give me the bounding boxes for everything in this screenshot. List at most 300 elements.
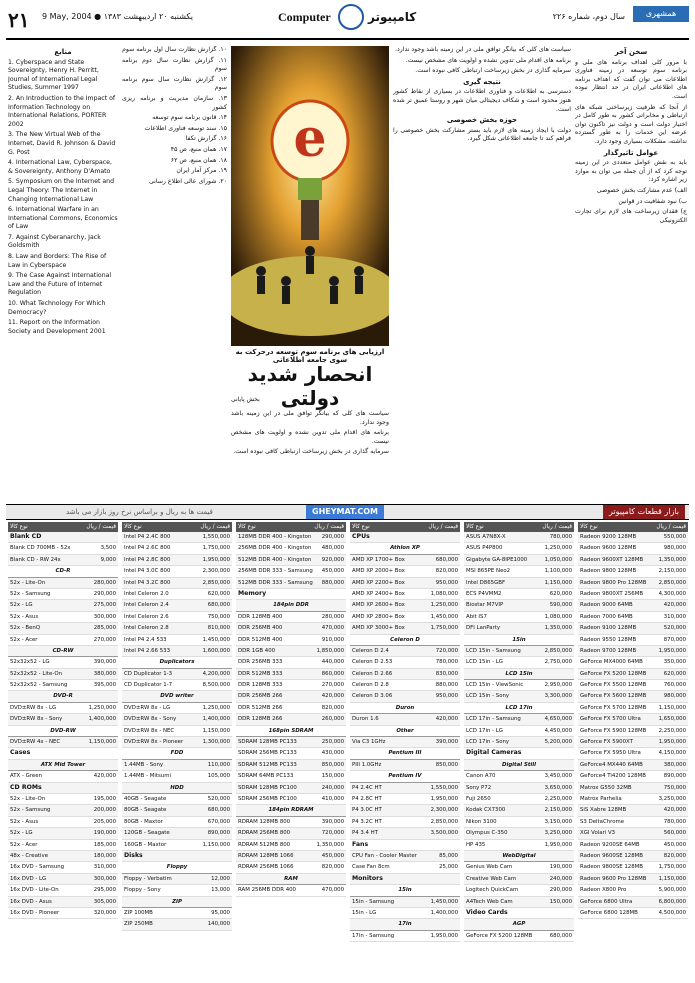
item-name: Radeon 9000 64MB bbox=[580, 602, 633, 609]
price-row bbox=[122, 919, 232, 930]
item-price: 850,000 bbox=[435, 761, 458, 768]
item-name: DVD±RW 8x - Sony bbox=[10, 716, 63, 723]
price-section-heading bbox=[464, 919, 574, 930]
item-name: SDRAM 128MB PC133 bbox=[238, 739, 297, 746]
item-price: 5,200,000 bbox=[544, 739, 572, 746]
item-price: 820,000 bbox=[435, 568, 458, 575]
item-name: Case Fan 8cm bbox=[352, 864, 390, 871]
item-name: Radeon 9100 128MB bbox=[580, 625, 637, 632]
reference-item: 11. Report on the Information Society and Development 2001 bbox=[8, 319, 106, 335]
price-section-heading bbox=[350, 532, 460, 543]
price-section-heading bbox=[236, 805, 346, 816]
price-row bbox=[8, 589, 118, 600]
price-row bbox=[464, 623, 574, 634]
item-price: 285,000 bbox=[93, 625, 116, 632]
price-row bbox=[578, 589, 688, 600]
item-name: Radeon 9800XT 256MB bbox=[580, 590, 644, 597]
price-row bbox=[578, 805, 688, 816]
item-price: 1,250,000 bbox=[430, 602, 458, 609]
item-name: LCD 17in - Samsung bbox=[466, 716, 521, 723]
item-price: 1,100,000 bbox=[544, 568, 572, 575]
price-row bbox=[122, 669, 232, 680]
price-row bbox=[578, 897, 688, 908]
reference-item: 2. An Introduction to the Impact of Information Technology on International Relations, PORTER 2002 bbox=[8, 94, 116, 128]
item-header-label: نوع کالا bbox=[10, 524, 28, 530]
item-name: Floppy bbox=[166, 864, 188, 871]
price-row bbox=[122, 578, 232, 589]
item-name: 120GB - Seagate bbox=[124, 830, 170, 837]
price-row bbox=[122, 726, 232, 737]
item-price: 2,250,000 bbox=[658, 727, 686, 734]
item-name: P4 2.4C HT bbox=[352, 784, 382, 791]
item-name: RDRAM 512MB 800 bbox=[238, 841, 291, 848]
item-price: 3,250,000 bbox=[658, 795, 686, 802]
price-row bbox=[578, 566, 688, 577]
item-name: 16x DVD - LG bbox=[10, 875, 47, 882]
item-price: 420,000 bbox=[663, 807, 686, 814]
item-price: 820,000 bbox=[321, 704, 344, 711]
price-section-heading bbox=[350, 874, 460, 885]
price-section-heading bbox=[464, 748, 574, 759]
lightbulb-illustration bbox=[231, 46, 389, 346]
item-name: 80GB - Maxtor bbox=[124, 818, 163, 825]
price-row bbox=[8, 874, 118, 885]
price-row bbox=[578, 840, 688, 851]
item-header-label: نوع کالا bbox=[238, 524, 256, 530]
market-title: بازار قطعات کامپیوتر bbox=[603, 505, 685, 519]
item-price: 1,550,000 bbox=[202, 534, 230, 540]
footnotes-col bbox=[122, 46, 227, 502]
price-row bbox=[350, 691, 460, 702]
price-row bbox=[464, 897, 574, 908]
date-en: 9 May, 2004 ● یکشنبه ۲۰ اردیبهشت ۱۳۸۳ bbox=[42, 12, 193, 21]
price-section-heading bbox=[122, 851, 232, 862]
price-header-label: قیمت / ریال bbox=[314, 524, 344, 530]
price-row bbox=[122, 828, 232, 839]
item-name: Abit IS7 bbox=[466, 613, 487, 620]
item-name: Intel P4 3.0C 800 bbox=[124, 568, 171, 575]
price-row bbox=[236, 578, 346, 589]
article-col-1 bbox=[575, 46, 687, 502]
paragraph: ۱۶. گزارش تکفا bbox=[185, 135, 227, 143]
price-section-heading bbox=[122, 691, 232, 702]
item-name: Via C3 1GHz bbox=[352, 739, 386, 746]
price-row bbox=[122, 612, 232, 623]
price-row bbox=[350, 714, 460, 725]
item-price: 2,850,000 bbox=[544, 647, 572, 654]
item-price: 850,000 bbox=[321, 761, 344, 768]
item-name: 52x - Asus bbox=[10, 818, 39, 825]
item-price: 470,000 bbox=[321, 625, 344, 632]
item-name: Intel P4 2.4 533 bbox=[124, 636, 167, 643]
price-row bbox=[578, 691, 688, 702]
price-row bbox=[578, 828, 688, 839]
price-section-heading bbox=[350, 771, 460, 782]
price-row bbox=[350, 680, 460, 691]
price-row bbox=[8, 897, 118, 908]
item-name: AMD XP 2200+ Box bbox=[352, 579, 405, 586]
item-name: DDR 1GB 400 bbox=[238, 647, 276, 654]
price-row bbox=[464, 566, 574, 577]
item-name: 52x32x52 - Samsung bbox=[10, 682, 68, 689]
item-name: 15in - Samsung bbox=[352, 898, 395, 905]
item-name: Blank CD - RW 24x bbox=[10, 556, 61, 563]
price-section-heading bbox=[350, 543, 460, 554]
paragraph: برنامه های اقدام ملی تدوین نشده و اولویت های مشخص نیست. bbox=[405, 56, 571, 64]
price-row bbox=[236, 680, 346, 691]
price-header-label: قیمت / ریال bbox=[656, 524, 686, 530]
item-name: Radeon 9800SE 128MB bbox=[580, 864, 643, 871]
item-price: 1,450,000 bbox=[430, 898, 458, 905]
item-name: 52x - Samsung bbox=[10, 807, 51, 814]
item-name: P4 3.2C HT bbox=[352, 818, 382, 825]
price-row bbox=[122, 714, 232, 725]
price-row bbox=[236, 532, 346, 543]
price-section-heading bbox=[122, 862, 232, 873]
item-name: HDD bbox=[170, 784, 184, 791]
item-price: 680,000 bbox=[549, 932, 572, 939]
item-name: CPU Fan - Cooler Master bbox=[352, 852, 417, 859]
item-price: 450,000 bbox=[321, 852, 344, 859]
paragraph: ۱۵. سند توسعه فناوری اطلاعات bbox=[144, 124, 227, 132]
item-price: 560,000 bbox=[663, 830, 686, 837]
item-name: AMD XP 2400+ Box bbox=[352, 590, 405, 597]
price-row bbox=[464, 828, 574, 839]
section-title-fa: کامپیوتر bbox=[368, 10, 417, 24]
item-name: HP 435 bbox=[466, 841, 486, 848]
price-row bbox=[350, 897, 460, 908]
price-row bbox=[122, 737, 232, 748]
price-column bbox=[350, 522, 460, 978]
price-row bbox=[464, 543, 574, 554]
item-name: Matrox Parhelia bbox=[580, 795, 622, 802]
item-name: ZIP 100MB bbox=[124, 909, 153, 916]
price-row bbox=[464, 578, 574, 589]
price-row bbox=[8, 794, 118, 805]
item-name: DDR 128MB 266 bbox=[238, 716, 283, 723]
item-name: Floppy - Sony bbox=[124, 887, 161, 894]
item-header-label: نوع کالا bbox=[466, 524, 484, 530]
price-row bbox=[350, 862, 460, 873]
price-section-heading bbox=[8, 691, 118, 702]
header-rule bbox=[6, 38, 689, 40]
item-name: Disks bbox=[124, 851, 143, 859]
price-row bbox=[464, 726, 574, 737]
price-row bbox=[578, 543, 688, 554]
item-name: CD Duplicator 1-7 bbox=[124, 682, 173, 689]
price-row bbox=[122, 680, 232, 691]
item-name: DDR 256MB 333 bbox=[238, 659, 283, 666]
item-name: AMD XP 2600+ Box bbox=[352, 602, 405, 609]
section-title-en: Computer bbox=[278, 10, 331, 24]
item-price: 1,400,000 bbox=[430, 909, 458, 916]
item-name: GeForce4 Ti4200 128MB bbox=[580, 773, 646, 780]
price-row bbox=[578, 578, 688, 589]
item-name: Radeon 9600 128MB bbox=[580, 545, 637, 552]
item-name: PIII 1.0GHz bbox=[352, 761, 382, 768]
item-name: 52x - Acer bbox=[10, 636, 38, 643]
item-name: A4Tech Web Cam bbox=[466, 898, 513, 905]
price-section-heading bbox=[350, 703, 460, 714]
price-row bbox=[236, 760, 346, 771]
price-row bbox=[8, 612, 118, 623]
price-row bbox=[8, 828, 118, 839]
paragraph: عوامل تاثیرگذار bbox=[603, 148, 659, 157]
item-name: Digital Still bbox=[502, 761, 536, 768]
item-price: 910,000 bbox=[321, 636, 344, 643]
item-name: Celeron D 2.4 bbox=[352, 647, 389, 654]
price-row bbox=[8, 555, 118, 566]
price-section-heading bbox=[122, 897, 232, 908]
paragraph: سرمایه گذاری در بخش زیرساخت ارتباطی کافی نبوده است. bbox=[233, 448, 389, 456]
price-row bbox=[578, 703, 688, 714]
price-row bbox=[578, 885, 688, 896]
price-section-heading bbox=[464, 703, 574, 714]
item-name: Duron bbox=[395, 704, 415, 711]
item-name: ATX - Green bbox=[10, 773, 42, 780]
banner-note: قیمت ها به ریال و براساس نرخ روز بازار می باشد bbox=[66, 508, 213, 516]
paragraph: ۱۸. همان منبع، ص ۶۲ bbox=[170, 156, 227, 164]
item-name: Intel Celeron 2.4 bbox=[124, 602, 169, 609]
item-name: Sony P72 bbox=[466, 784, 492, 791]
item-price: 2,850,000 bbox=[658, 579, 686, 586]
price-row bbox=[464, 874, 574, 885]
price-row bbox=[122, 908, 232, 919]
item-price: 420,000 bbox=[663, 602, 686, 609]
item-price: 25,000 bbox=[439, 864, 458, 871]
price-row bbox=[236, 714, 346, 725]
price-row bbox=[236, 737, 346, 748]
item-name: ZIP 250MB bbox=[124, 921, 153, 928]
paragraph: ۲۰. شورای عالی اطلاع رسانی bbox=[148, 177, 227, 185]
item-name: 184pin RDRAM bbox=[268, 807, 314, 814]
price-row bbox=[350, 600, 460, 611]
item-price: 3,500,000 bbox=[430, 830, 458, 837]
price-row bbox=[578, 612, 688, 623]
item-price: 870,000 bbox=[663, 636, 686, 643]
item-price: 590,000 bbox=[549, 602, 572, 609]
item-name: Radeon 9550 128MB bbox=[580, 636, 637, 643]
item-name: Intel Celeron 2.6 bbox=[124, 613, 169, 620]
item-price: 3,250,000 bbox=[544, 830, 572, 837]
item-name: DDR 512MB 400 bbox=[238, 636, 283, 643]
references-col bbox=[8, 46, 118, 502]
item-name: 256MB DDR 400 - Kingston bbox=[238, 545, 312, 552]
item-name: Blank CD 700MB - 52x bbox=[10, 545, 71, 552]
price-row bbox=[236, 703, 346, 714]
price-row bbox=[578, 908, 688, 919]
item-price: 1,150,000 bbox=[544, 579, 572, 586]
item-name: Radeon 7000 64MB bbox=[580, 613, 633, 620]
price-row bbox=[578, 680, 688, 691]
price-row bbox=[578, 794, 688, 805]
item-name: Radeon X800 Pro bbox=[580, 887, 627, 894]
item-price: 390,000 bbox=[435, 739, 458, 746]
item-name: CD-RW bbox=[52, 647, 74, 654]
item-price: 720,000 bbox=[321, 830, 344, 837]
article-byline: بخش پایانی bbox=[231, 396, 260, 403]
item-price: 1,450,000 bbox=[430, 613, 458, 620]
price-row bbox=[236, 840, 346, 851]
item-name: DVD±RW 8x - LG bbox=[124, 704, 171, 711]
item-price: 2,300,000 bbox=[430, 807, 458, 814]
price-row bbox=[236, 771, 346, 782]
item-name: Other bbox=[396, 727, 414, 734]
price-row bbox=[122, 543, 232, 554]
item-price: 240,000 bbox=[321, 784, 344, 791]
item-price: 1,850,000 bbox=[316, 647, 344, 654]
page-header bbox=[6, 4, 689, 42]
price-row bbox=[236, 817, 346, 828]
item-price: 3,650,000 bbox=[544, 784, 572, 791]
item-price: 410,000 bbox=[321, 795, 344, 802]
item-name: Fuji 2650 bbox=[466, 795, 491, 802]
price-section-heading bbox=[464, 908, 574, 919]
price-section-heading bbox=[350, 840, 460, 851]
item-price: 3,500 bbox=[100, 545, 116, 552]
item-name: ZIP bbox=[172, 898, 182, 905]
price-header-label: قیمت / ریال bbox=[542, 524, 572, 530]
price-row bbox=[578, 714, 688, 725]
item-price: 295,000 bbox=[93, 887, 116, 894]
item-name: DDR 256MB 266 bbox=[238, 693, 283, 700]
paragraph: نتیجه گیری bbox=[463, 77, 501, 86]
item-price: 3,300,000 bbox=[544, 693, 572, 700]
price-section-heading bbox=[350, 748, 460, 759]
item-name: Olympus C-350 bbox=[466, 830, 508, 837]
item-name: 512MB DDR 333 - Samsung bbox=[238, 579, 313, 586]
price-row bbox=[122, 817, 232, 828]
item-name: DVD±RW 8x - NEC bbox=[124, 727, 175, 734]
item-price: 620,000 bbox=[549, 590, 572, 597]
item-price: 280,000 bbox=[93, 579, 116, 586]
item-name: 15in bbox=[512, 636, 526, 643]
item-price: 2,850,000 bbox=[430, 818, 458, 825]
price-row bbox=[578, 748, 688, 759]
price-row bbox=[350, 828, 460, 839]
item-price: 2,950,000 bbox=[544, 682, 572, 689]
item-name: Celeron D 2.53 bbox=[352, 659, 393, 666]
price-row bbox=[578, 555, 688, 566]
paragraph: سخن آخر bbox=[614, 48, 648, 56]
item-name: LCD 15in - Sony bbox=[466, 693, 510, 700]
paragraph: باید به نقش عوامل متعددی در این زمینه توجه کرد که از آن جمله می توان به موارد زیر اشاره کرد: bbox=[575, 159, 687, 184]
item-price: 1,250,000 bbox=[202, 704, 230, 711]
item-price: 1,150,000 bbox=[202, 727, 230, 734]
price-row bbox=[236, 851, 346, 862]
price-row bbox=[464, 600, 574, 611]
item-name: 15in bbox=[398, 887, 412, 894]
item-price: 2,750,000 bbox=[544, 659, 572, 666]
price-row bbox=[8, 714, 118, 725]
price-section-heading bbox=[236, 600, 346, 611]
item-price: 620,000 bbox=[207, 590, 230, 597]
item-name: Blank CD bbox=[10, 533, 42, 540]
item-price: 920,000 bbox=[321, 556, 344, 563]
price-column bbox=[236, 522, 346, 978]
item-name: DDR 128MB 333 bbox=[238, 682, 283, 689]
item-name: Radeon 9200 128MB bbox=[580, 534, 637, 540]
item-price: 1,300,000 bbox=[202, 739, 230, 746]
price-row bbox=[464, 646, 574, 657]
price-row bbox=[236, 885, 346, 896]
item-price: 890,000 bbox=[207, 830, 230, 837]
item-name: P4 2.8C HT bbox=[352, 795, 382, 802]
item-name: SDRAM 64MB PC133 bbox=[238, 773, 294, 780]
price-row bbox=[578, 623, 688, 634]
price-row bbox=[236, 646, 346, 657]
site-link[interactable]: GHEYMAT.COM bbox=[306, 505, 384, 519]
price-row bbox=[8, 908, 118, 919]
item-price: 240,000 bbox=[549, 875, 572, 882]
item-name: SDRAM 512MB PC133 bbox=[238, 761, 297, 768]
price-column bbox=[8, 522, 118, 978]
price-row bbox=[122, 600, 232, 611]
item-name: Kodak CX7300 bbox=[466, 807, 506, 814]
item-price: 205,000 bbox=[93, 818, 116, 825]
item-name: 16x DVD - Asus bbox=[10, 898, 52, 905]
price-row bbox=[464, 794, 574, 805]
price-row bbox=[464, 657, 574, 668]
item-name: Intel D865GBF bbox=[466, 579, 506, 586]
price-row bbox=[350, 566, 460, 577]
item-price: 820,000 bbox=[321, 864, 344, 871]
item-name: Nikon 3100 bbox=[466, 818, 497, 825]
item-name: CD ROMs bbox=[10, 783, 42, 791]
price-row bbox=[350, 851, 460, 862]
price-row bbox=[464, 532, 574, 543]
item-price: 780,000 bbox=[549, 534, 572, 540]
item-name: ASUS P4P800 bbox=[466, 545, 503, 552]
price-section-heading bbox=[8, 646, 118, 657]
item-name: Monitors bbox=[352, 874, 383, 882]
item-name: CD-R bbox=[55, 568, 71, 575]
item-price: 750,000 bbox=[663, 784, 686, 791]
paragraph: حوزه بخش خصوصی bbox=[446, 116, 518, 125]
price-row bbox=[122, 555, 232, 566]
newspaper-brand: همشهری bbox=[633, 6, 689, 22]
item-price: 260,000 bbox=[321, 716, 344, 723]
item-name: GeForce FX 5600 128MB bbox=[580, 693, 647, 700]
price-row bbox=[464, 805, 574, 816]
item-price: 1,600,000 bbox=[202, 647, 230, 654]
item-price: 680,000 bbox=[207, 807, 230, 814]
price-row bbox=[464, 885, 574, 896]
price-row bbox=[578, 600, 688, 611]
item-name: 52x - LG bbox=[10, 602, 33, 609]
item-price: 1,650,000 bbox=[658, 716, 686, 723]
svg-text:e: e bbox=[293, 108, 327, 169]
item-name: Celeron D 2.66 bbox=[352, 670, 393, 677]
item-name: LCD 15in bbox=[505, 670, 533, 677]
item-price: 810,000 bbox=[207, 625, 230, 632]
price-section-heading bbox=[122, 748, 232, 759]
item-price: 190,000 bbox=[93, 830, 116, 837]
item-price: 390,000 bbox=[93, 659, 116, 666]
price-row bbox=[236, 828, 346, 839]
item-name: Matrox G550 32MB bbox=[580, 784, 632, 791]
paragraph: ۱۹. مرکز آمار ایران bbox=[176, 167, 227, 175]
references-heading: منابع bbox=[54, 48, 72, 56]
item-price: 420,000 bbox=[435, 716, 458, 723]
item-price: 185,000 bbox=[93, 841, 116, 848]
item-name: GeForce FX 5950 Ultra bbox=[580, 750, 641, 757]
item-price: 290,000 bbox=[93, 590, 116, 597]
item-name: Intel Celeron 2.8 bbox=[124, 625, 169, 632]
item-name: GeForce 6800 128MB bbox=[580, 909, 638, 916]
item-price: 420,000 bbox=[93, 773, 116, 780]
item-price: 720,000 bbox=[435, 647, 458, 654]
